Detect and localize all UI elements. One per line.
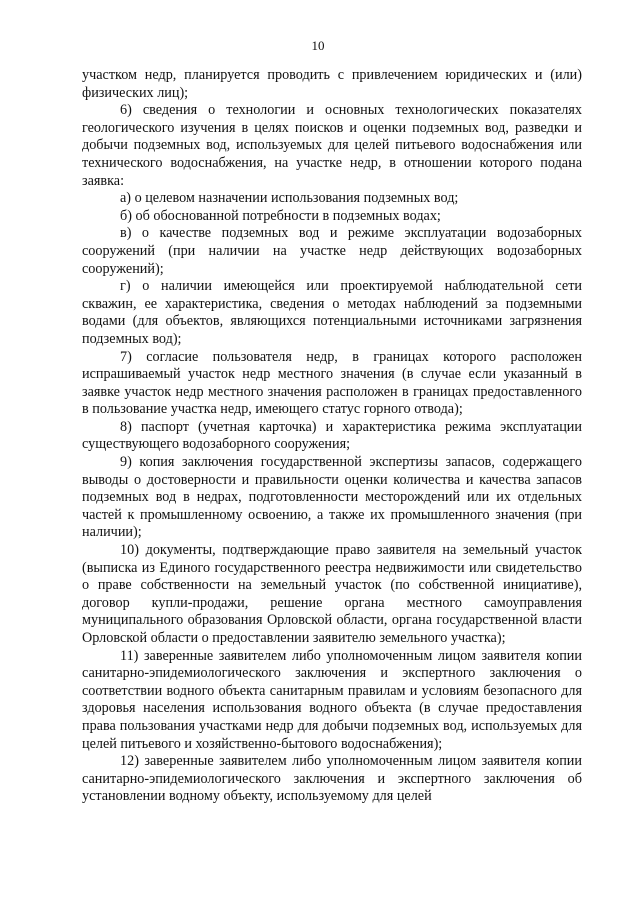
paragraph: в) о качестве подземных вод и режиме эксплуатации водозаборных сооружений (при наличии на участке недр действующих водозаборных сооружений);: [82, 225, 582, 277]
paragraph: б) об обоснованной потребности в подземных водах;: [120, 207, 441, 224]
paragraph: 11) заверенные заявителем либо уполномоченным лицом заявителя копии санитарно-эпидемиологического заключения и экспертного заключения о соответствии водного объекта санитарным правилам и условиям безопасного для здоровья населения использования водного объекта (в случае предоставления права пользования участками недр для добычи подземных вод, используемых для целей питьевого и хозяйственно-бытового водоснабжения);: [82, 647, 582, 752]
paragraph: 9) копия заключения государственной экспертизы запасов, содержащего выводы о достоверности и правильности оценки количества и качества запасов подземных вод в недрах, подготовленности месторождений или их отдельных частей к промышленному освоению, а также их промышленного значения (при наличии);: [82, 454, 582, 541]
paragraph: 12) заверенные заявителем либо уполномоченным лицом заявителя копии санитарно-эпидемиологического заключения и экспертного заключения об установлении водному объекту, используемому для целей: [82, 753, 582, 805]
page-number: 10: [311, 38, 325, 53]
paragraph: 6) сведения о технологии и основных технологических показателях геологического изучения в целях поисков и оценки подземных вод, разведки и добычи подземных вод, используемых для целей питьевого водоснабжения или технического водоснабжения, на участке недр, в отношении которого подана заявка:: [82, 102, 582, 189]
paragraph: а) о целевом назначении использования подземных вод;: [120, 190, 459, 207]
paragraph: 8) паспорт (учетная карточка) и характеристика режима эксплуатации существующего водозаборного сооружения;: [82, 418, 582, 453]
paragraph: участком недр, планируется проводить с привлечением юридических и (или) физических лиц);: [82, 67, 582, 101]
document-body: [82, 67, 582, 806]
paragraph: 10) документы, подтверждающие право заявителя на земельный участок (выписка из Единого государственного реестра недвижимости или свидетельство о праве собственности на земельный участок (по собственной инициативе), договор купли-продажи, решение органа местного самоуправления муниципального образования Орловской области, органа государственной власти Орловской области о предоставлении заявителю земельного участка);: [82, 542, 582, 646]
paragraph: 7) согласие пользователя недр, в границах которого расположен испрашиваемый участок недр местного значения (в случае если указанный в заявке участок недр местного значения расположен в границах предоставленного в пользование участка недр, имеющего статус горного отвода);: [82, 348, 582, 418]
paragraph: г) о наличии имеющейся или проектируемой наблюдательной сети скважин, ее характеристика, сведения о методах наблюдений за подземными водами (для объектов, являющихся потенциальными источниками загрязнения подземных вод);: [82, 278, 582, 347]
